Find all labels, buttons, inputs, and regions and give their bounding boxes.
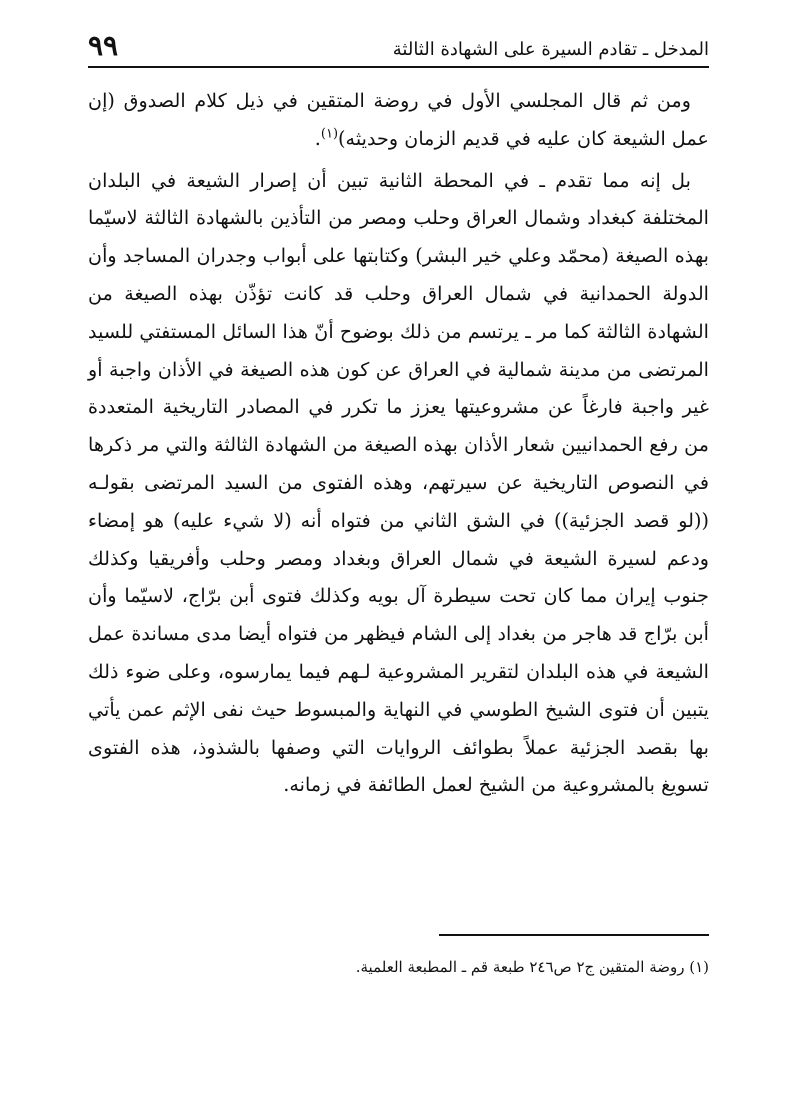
paragraph-1 — [88, 82, 709, 158]
paragraph-1-text: ومن ثم قال المجلسي الأول في روضة المتقين في ذيل كلام الصدوق (إن عمل الشيعة كان عليه في قديم الزمان وحديثه) — [88, 89, 709, 150]
footnote-divider — [439, 934, 709, 936]
page-header — [88, 28, 709, 68]
footnote-1: (١) روضة المتقين ج٢ ص٢٤٦ طبعة قم ـ المطبعة العلمية. — [355, 958, 709, 976]
footnote-marker: (١) — [320, 126, 339, 142]
main-text — [88, 82, 709, 804]
paragraph-2: بل إنه مما تقدم ـ في المحطة الثانية تبين أن إصرار الشيعة في البلدان المختلفة كبغداد وشمال العراق وحلب ومصر من التأذين بالشهادة الثالثة لاسيّما بهذه الصيغة (محمّد وعلي خير البشر) وكتابتها على أبواب وجدران المساجد وأن الدولة الحمدانية في شمال العراق وحلب قد كانت تؤذّن بهذه الصيغة من الشهادة الثالثة كما مر ـ يرتسم من ذلك بوضوح أنّ هذا السائل المستفتي للسيد المرتضى من مدينة شمالية في العراق عن كون هذه الصيغة في الأذان واجبة أو غير واجبة فارغاً عن مشروعيتها يعزز ما تكرر في المصادر التاريخية المتعددة من رفع الحمدانيين شعار الأذان بهذه الصيغة من الشهادة الثالثة والتي مر ذكرها في النصوص التاريخية عن سيرتهم، وهذه الفتوى من السيد المرتضى بقولـه ((لو قصد الجزئية)) في الشق الثاني من فتواه أنه (لا شيء عليه) هو إمضاء ودعم لسيرة الشيعة في شمال العراق وبغداد ومصر وحلب وأفريقيا وكذلك جنوب إيران مما كان تحت سيطرة آل بويه وكذلك فتوى أبن برّاج، لاسيّما وأن أبن برّاج قد هاجر من بغداد إلى الشام فيظهر من فتواه أيضا مدى مساندة عمل الشيعة في هذه البلدان لتقرير المشروعية لـهم فيما يمارسوه، وعلى ضوء ذلك يتبين أن فتوى الشيخ الطوسي في النهاية والمبسوط حيث نفى الإثم عمن يأتي بها بقصد الجزئية عملاً بطوائف الروايات التي وصفها بالشذوذ، هذه الفتوى تسويغ بالمشروعية من الشيخ لعمل الطائفة في زمانه. — [88, 168, 709, 797]
running-title: المدخل ـ تقادم السيرة على الشهادة الثالثة — [392, 39, 709, 60]
paragraph-1-end: . — [314, 126, 321, 150]
page-number: ٩٩ — [88, 29, 119, 62]
